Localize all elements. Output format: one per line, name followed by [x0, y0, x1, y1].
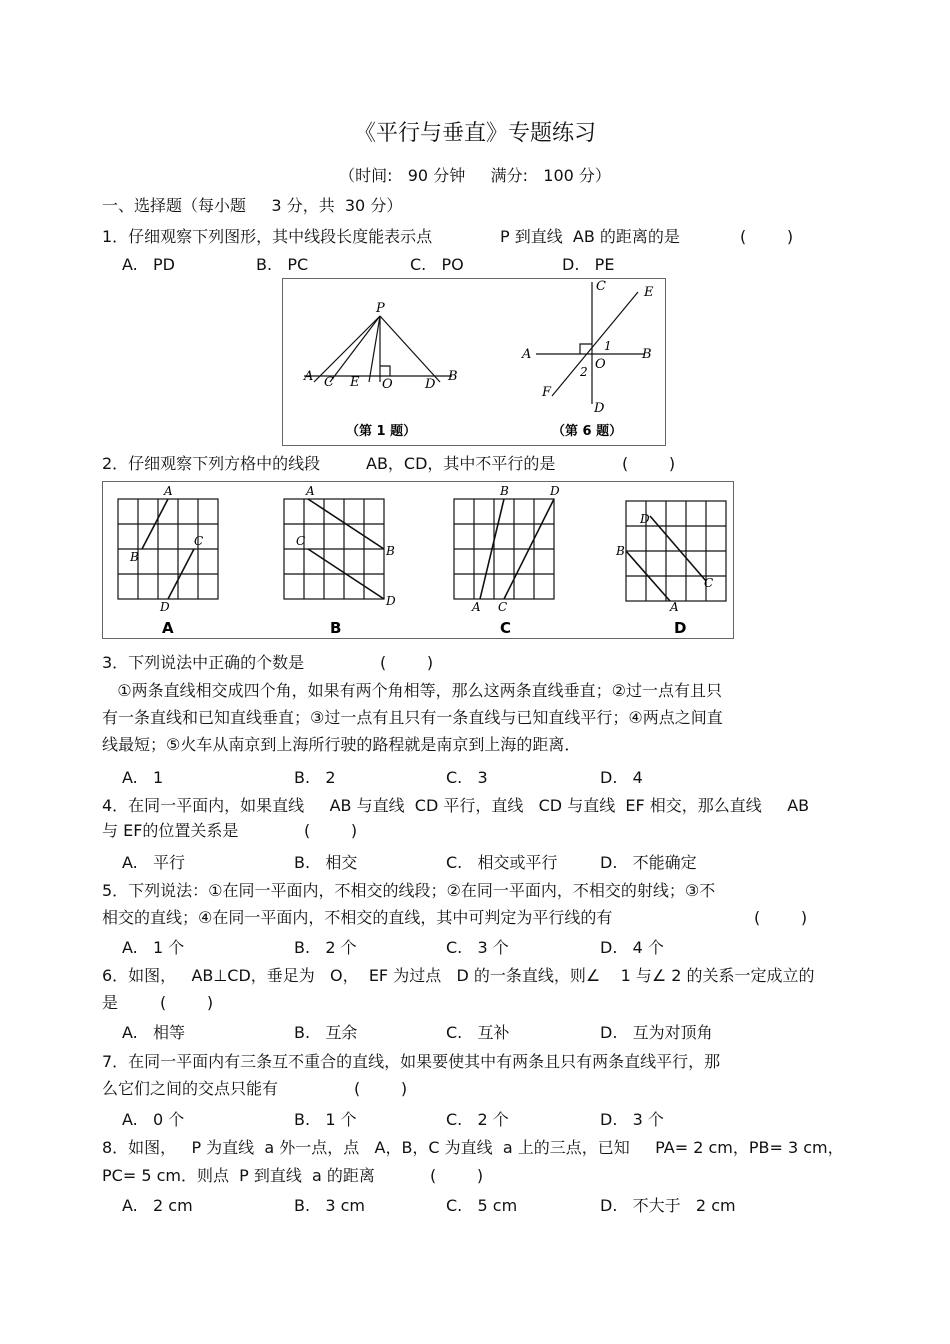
grid-a-caption: A: [162, 619, 174, 637]
grid-a-label-b: B: [130, 550, 139, 564]
q6-option-b: B. 互余: [294, 1023, 358, 1042]
figure-q2-grids: [102, 481, 734, 639]
grid-a-label-a: A: [164, 484, 173, 498]
grid-b-label-b: B: [386, 544, 395, 558]
fig1-caption: （第 1 题）: [346, 424, 417, 439]
q7-option-a: A. 0 个: [122, 1110, 185, 1129]
section-heading: 一、选择题（每小题 3 分，共 30 分）: [102, 196, 403, 215]
q1-stem: 1．仔细观察下列图形，其中线段长度能表示点: [102, 227, 433, 246]
q1-option-a: A. PD: [122, 255, 175, 274]
grid-a-label-d: D: [160, 600, 170, 614]
q3-paren: ( ): [380, 653, 434, 672]
q4-option-b: B. 相交: [294, 853, 358, 872]
q8-option-a: A. 2 cm: [122, 1196, 193, 1215]
grid-b-label-a: A: [306, 484, 315, 498]
fig6-label-2: 2: [580, 365, 588, 379]
fig6-label-c: C: [596, 279, 606, 294]
q6-paren: ( ): [160, 993, 214, 1012]
grid-d-label-d: D: [640, 512, 650, 526]
q5-paren: ( ): [754, 908, 808, 927]
q4-option-c: C. 相交或平行: [446, 853, 558, 872]
q7-option-b: B. 1 个: [294, 1110, 357, 1129]
grid-c-caption: C: [500, 619, 512, 637]
grid-b-label-c: C: [296, 534, 306, 548]
q3-option-a: A. 1: [122, 768, 164, 787]
fig1-label-p: P: [376, 301, 385, 316]
q7-option-c: C. 2 个: [446, 1110, 509, 1129]
q1-option-d: D. PE: [562, 255, 615, 274]
q8-option-c: C. 5 cm: [446, 1196, 518, 1215]
fig6-label-a: A: [522, 347, 532, 362]
q2-stem-2: AB，CD，其中不平行的是: [366, 454, 556, 473]
q7-paren: ( ): [354, 1079, 408, 1098]
grid-b-caption: B: [330, 619, 342, 637]
q8-line-1: 8．如图， P 为直线 a 外一点，点 A，B，C 为直线 a 上的三点，已知 PA= 2 cm，PB= 3 cm，: [102, 1138, 844, 1157]
q3-option-b: B. 2: [294, 768, 336, 787]
q2-paren: ( ): [622, 454, 676, 473]
grid-a-label-c: C: [194, 534, 204, 548]
figure-q1-q6: [282, 278, 666, 446]
q4-line-1: 4．在同一平面内，如果直线 AB 与直线 CD 平行，直线 CD 与直线 EF 相交，那么直线 AB: [102, 796, 810, 815]
fig6-label-o: O: [595, 357, 606, 372]
q4-option-a: A. 平行: [122, 853, 186, 872]
q7-option-d: D. 3 个: [600, 1110, 664, 1129]
q5-option-b: B. 2 个: [294, 938, 357, 957]
grid-a: [118, 499, 218, 599]
figure-1: [304, 316, 452, 382]
fig6-label-f: F: [542, 385, 552, 400]
grid-c-label-b: B: [500, 484, 509, 498]
fig6-label-1: 1: [604, 339, 612, 353]
grid-d-label-c: C: [704, 576, 714, 590]
page-subtitle: （时间: 90 分钟 满分: 100 分）: [339, 166, 611, 185]
q3-line-3: 线最短；⑤火车从南京到上海所行驶的路程就是南京到上海的距离．: [102, 735, 581, 754]
q8-line-2: PC= 5 cm．则点 P 到直线 a 的距离: [102, 1166, 375, 1185]
fig6-label-d: D: [594, 401, 605, 416]
q5-option-c: C. 3 个: [446, 938, 509, 957]
q5-line-1: 5．下列说法：①在同一平面内，不相交的线段；②在同一平面内，不相交的射线；③不: [102, 881, 716, 900]
q3-line-1: ①两条直线相交成四个角，如果有两个角相等，那么这两条直线垂直；②过一点有且只: [102, 681, 722, 700]
grid-c-label-c: C: [498, 600, 508, 614]
q7-line-2: 么它们之间的交点只能有: [102, 1079, 279, 1098]
grid-d-label-b: B: [616, 544, 625, 558]
page-title: 《平行与垂直》专题练习: [353, 121, 596, 146]
q3-option-d: D. 4: [600, 768, 643, 787]
q6-line-2: 是: [102, 993, 119, 1012]
q3-option-c: C. 3: [446, 768, 488, 787]
q5-line-2: 相交的直线；④在同一平面内，不相交的直线，其中可判定为平行线的有: [102, 908, 613, 927]
q6-option-c: C. 互补: [446, 1023, 510, 1042]
fig1-label-b: B: [448, 369, 458, 384]
fig1-label-d: D: [425, 377, 436, 392]
q6-line-1: 6．如图， AB⊥CD，垂足为 O， EF 为过点 D 的一条直线，则∠ 1 与∠ 2 的关系一定成立的: [102, 966, 815, 985]
q4-paren: ( ): [304, 821, 358, 840]
q2-stem: 2．仔细观察下列方格中的线段: [102, 454, 321, 473]
fig1-label-e: E: [350, 375, 360, 390]
q8-option-d: D. 不大于 2 cm: [600, 1196, 736, 1215]
fig1-label-o: O: [382, 377, 393, 392]
grid-b-label-d: D: [386, 594, 396, 608]
q1-option-b: B. PC: [256, 255, 309, 274]
q6-option-a: A. 相等: [122, 1023, 186, 1042]
q4-option-d: D. 不能确定: [600, 853, 697, 872]
q3-stem: 3．下列说法中正确的个数是: [102, 653, 305, 672]
q1-paren: ( ): [740, 227, 794, 246]
fig1-label-c: C: [324, 375, 334, 390]
q8-paren: ( ): [430, 1166, 484, 1185]
fig6-label-e: E: [644, 285, 654, 300]
grid-d-caption: D: [674, 619, 687, 637]
q8-option-b: B. 3 cm: [294, 1196, 365, 1215]
grid-c: [454, 499, 554, 599]
q4-line-2: 与 EF的位置关系是: [102, 821, 239, 840]
fig1-label-a: A: [304, 369, 314, 384]
q6-option-d: D. 互为对顶角: [600, 1023, 713, 1042]
fig6-label-b: B: [642, 347, 652, 362]
q7-line-1: 7．在同一平面内有三条互不重合的直线，如果要使其中有两条且只有两条直线平行，那: [102, 1052, 721, 1071]
grid-d-label-a: A: [670, 600, 679, 614]
q1-option-c: C. PO: [410, 255, 464, 274]
grid-c-label-d: D: [550, 484, 560, 498]
figure-6: [536, 282, 644, 404]
q3-line-2: 有一条直线和已知直线垂直；③过一点有且只有一条直线与已知直线平行；④两点之间直: [102, 708, 723, 727]
fig6-caption: （第 6 题）: [552, 424, 623, 439]
grid-b: [284, 499, 384, 599]
q1-stem-2: P 到直线 AB 的距离的是: [500, 227, 680, 246]
grid-c-label-a: A: [472, 600, 481, 614]
q5-option-a: A. 1 个: [122, 938, 185, 957]
q5-option-d: D. 4 个: [600, 938, 664, 957]
